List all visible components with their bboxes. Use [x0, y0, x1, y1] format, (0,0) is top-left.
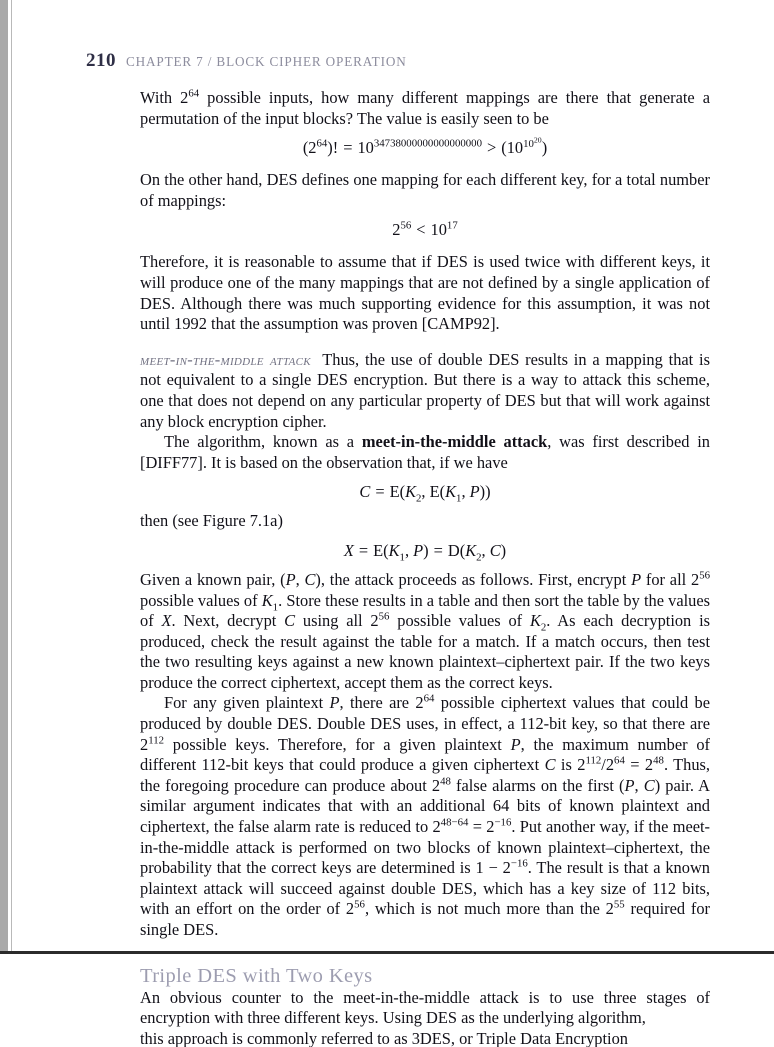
eq3-close: ))	[479, 482, 491, 502]
paragraph-attack-procedure	[140, 570, 710, 694]
eq4-K1: K	[388, 540, 400, 560]
eq4-comma-2: ,	[481, 540, 490, 560]
equation-meet-in-middle-X	[140, 540, 710, 564]
var-K1: K	[261, 590, 273, 610]
eq3-K2: K	[405, 482, 417, 502]
superscript-48-minus-64: 48−64	[440, 816, 469, 829]
text-fragment: possible keys. Therefore, for a given plaintext	[164, 734, 511, 754]
eq3-E-open: E(	[389, 482, 406, 502]
text-fragment: possible ciphertext values that could be produced by double DES. Double DES uses, in effect, a 112-bit key, so that there are 2	[140, 693, 710, 754]
eq3-K1-subscript: 1	[456, 492, 462, 505]
eq4-comma-1: ,	[404, 540, 414, 560]
text-fragment: The algorithm, known as a	[164, 432, 362, 452]
eq3-K1: K	[445, 482, 457, 502]
paragraph-triple-des-intro-continued: this approach is commonly referred to as 3DES, or Triple Data Encryption	[140, 1028, 628, 1047]
section-heading-wrap	[140, 965, 710, 988]
text-fragment: With 2	[140, 88, 189, 107]
eq-rhs-base: (10	[501, 138, 524, 158]
page-number: 210	[86, 50, 116, 71]
superscript-64: 64	[423, 693, 435, 705]
text-fragment: possible values of	[389, 611, 530, 631]
text-fragment: . Thus, the foregoing procedure can produce about 2	[140, 755, 711, 795]
var-P: P	[631, 569, 642, 589]
text-fragment: , there are 2	[339, 693, 424, 713]
text-fragment: . As each decryption is produced, check the result against the table for a match. If a match occurs, then test the two resulting keys against a new known plaintext–ciphertext pair. If the two keys produce the correct ciphertext, accept them as the correct keys.	[140, 611, 711, 692]
eq-factorial: )!	[327, 138, 339, 158]
var-C: C	[304, 569, 316, 589]
paragraph-false-alarm-analysis	[140, 693, 710, 940]
text-fragment: using all 2	[295, 611, 379, 631]
eq2-rhs-exponent: 17	[446, 219, 458, 232]
eq2-lhs-exponent: 56	[400, 219, 412, 232]
text-fragment: possible values of	[140, 590, 262, 610]
superscript-112: 112	[148, 734, 165, 747]
superscript-minus-16: −16	[510, 857, 528, 870]
bold-term-meet-in-the-middle-attack: meet-in-the-middle attack	[361, 432, 548, 452]
text-fragment: Thus, the use of double DES results in a mapping that is not equivalent to a single DES encryption. But there is a way to attack this scheme, one that does not depend on any particular property of DES but that will work against any block encryption cipher.	[140, 349, 710, 431]
eq-lhs-base: (2	[302, 138, 317, 158]
superscript-48: 48	[653, 754, 664, 767]
text-fragment: For any given plaintext	[164, 693, 330, 713]
eq-rhs-close: )	[541, 138, 548, 158]
superscript-minus-16: −16	[494, 816, 512, 829]
paragraph-figure-reference: then (see Figure 7.1a)	[140, 511, 283, 531]
eq4-D-open: D(	[447, 540, 466, 560]
eq3-C: C	[359, 482, 371, 502]
section-heading-triple-des-two-keys: Triple DES with Two Keys	[140, 964, 373, 987]
eq3-K2-subscript: 2	[416, 492, 422, 505]
superscript-48: 48	[440, 775, 451, 788]
eq-mid-base: 10	[357, 138, 374, 158]
text-fragment: . The result is that a known plaintext attack will succeed against double DES, which has a key size of 112 bits, with an effort on the order of 2	[140, 858, 710, 919]
text-fragment: ,	[634, 775, 644, 795]
eq-rhs-exponent-exponent: 20	[533, 135, 542, 145]
var-P: P	[285, 569, 296, 589]
eq-lhs-exponent: 64	[316, 137, 328, 150]
var-C: C	[544, 755, 556, 775]
eq4-relation-1: =	[358, 540, 369, 560]
var-K2: K	[529, 611, 541, 631]
subscript-2: 2	[540, 621, 547, 634]
var-P: P	[510, 734, 521, 754]
text-fragment: , which is not much more than the 2	[364, 899, 614, 919]
eq4-C: C	[489, 540, 501, 560]
running-head	[86, 50, 407, 72]
subscript-1: 1	[272, 600, 279, 613]
text-fragment: , was first described in [DIFF77]. It is based on the observation that, if we have	[140, 432, 710, 472]
runin-heading-meet-in-the-middle-attack: meet-in-the-middle attack	[140, 349, 311, 369]
eq4-E-close: )	[423, 540, 429, 560]
body-column	[140, 88, 710, 1047]
eq4-K1-subscript: 1	[399, 551, 405, 564]
text-fragment: . Put another way, if the meet-in-the-middle attack is performed on two blocks of known plaintext–ciphertext, the probability that the correct keys are determined is 1 − 2	[140, 817, 711, 878]
eq4-E-open: E(	[373, 540, 389, 560]
eq2-rhs-base: 10	[430, 220, 447, 240]
eq4-relation-2: =	[433, 540, 443, 560]
paragraph-algorithm-description	[140, 432, 710, 473]
superscript-112: 112	[585, 754, 602, 767]
var-C: C	[284, 611, 296, 631]
text-fragment: ) pair. A similar argument indicates that with an additional 64 bits of known plaintext and ciphertext, the false alarm rate is reduced to 2	[140, 775, 710, 837]
text-fragment: . Next, decrypt	[171, 611, 285, 631]
var-C: C	[643, 775, 655, 795]
eq2-lhs-base: 2	[392, 220, 401, 240]
eq-relation-greater: >	[486, 138, 497, 158]
equation-double-des-ciphertext	[140, 482, 710, 505]
text-fragment: = 2	[624, 755, 654, 775]
equation-factorial-bound	[140, 135, 710, 158]
var-P: P	[624, 775, 635, 795]
text-fragment: for all 2	[641, 569, 700, 589]
eq4-D-close: )	[500, 540, 507, 560]
text-fragment: required for single DES.	[140, 899, 710, 939]
eq4-X: X	[343, 540, 354, 560]
paragraph-triple-des-intro: An obvious counter to the meet-in-the-middle attack is to use three stages of encryption with three different keys. Using DES as the underlying algorithm,	[140, 987, 710, 1028]
text-fragment: , the maximum number of different 112-bit keys that could produce a given ciphertext	[140, 734, 710, 775]
eq3-comma: ,	[461, 482, 470, 502]
text-fragment: = 2	[468, 817, 495, 837]
eq-relation-equals: =	[343, 138, 353, 158]
text-fragment: possible inputs, how many different mappings are there that generate a permutation of the input blocks? The value is easily seen to be	[140, 88, 710, 128]
text-fragment: /2	[601, 755, 615, 775]
superscript-55: 55	[613, 898, 625, 911]
eq3-P: P	[469, 482, 480, 502]
text-fragment: false alarms on the first (	[450, 775, 625, 795]
eq3-inner-E-open: , E(	[421, 482, 446, 502]
paragraph-meet-in-the-middle-intro	[140, 350, 710, 432]
paragraph-assumption-proven: Therefore, it is reasonable to assume that if DES is used twice with different keys, it will produce one of the many mappings that are not defined by a single application of DES. Although there was much supporting evidence for this assumption, it was not until 1992 that the assumption was proven [CAMP92].	[140, 252, 710, 334]
superscript-64: 64	[614, 754, 625, 767]
paragraph-des-mappings: On the other hand, DES defines one mapping for each different key, for a total number of mappings:	[140, 170, 710, 210]
eq-rhs-exponent	[523, 135, 542, 150]
chapter-title: CHAPTER 7 / BLOCK CIPHER OPERATION	[126, 54, 407, 69]
var-X: X	[161, 611, 172, 631]
superscript-56: 56	[378, 610, 390, 623]
eq-rhs-exponent-base: 10	[523, 137, 534, 150]
equation-key-count-bound	[140, 220, 710, 240]
text-fragment: . Store these results in a table and then sort the table by the values of	[140, 590, 710, 631]
paragraph-possible-inputs	[140, 88, 710, 129]
eq4-P: P	[413, 540, 424, 560]
text-fragment: ), the attack proceeds as follows. First, encrypt	[315, 569, 632, 589]
superscript-56: 56	[354, 898, 365, 911]
superscript-56: 56	[699, 569, 710, 582]
eq4-K2-subscript: 2	[476, 551, 482, 564]
superscript-64: 64	[188, 87, 200, 100]
eq3-relation: =	[375, 482, 385, 502]
eq-mid-exponent: 34738000000000000000	[373, 137, 482, 150]
text-fragment: ,	[295, 569, 305, 589]
var-P: P	[329, 693, 340, 713]
text-fragment: Given a known pair, (	[140, 569, 286, 589]
eq2-relation: <	[416, 220, 426, 240]
eq4-K2: K	[465, 540, 477, 560]
text-fragment: is 2	[555, 755, 586, 775]
